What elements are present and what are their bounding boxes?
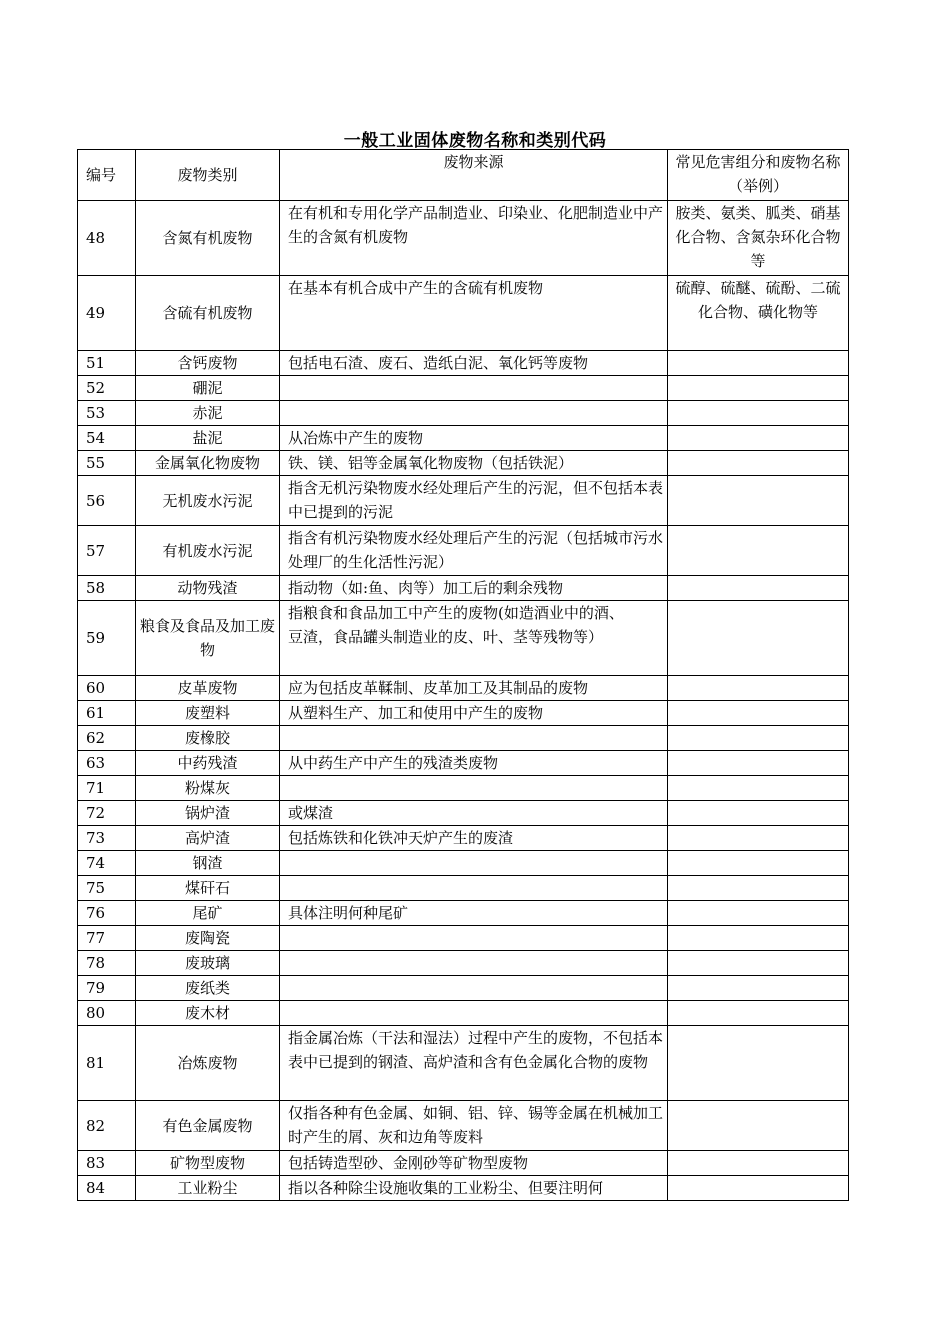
table-row <box>78 926 849 951</box>
table-row <box>78 951 849 976</box>
cell-category: 废纸类 <box>136 976 280 1001</box>
cell-source <box>280 876 668 901</box>
cell-hazard <box>668 401 849 426</box>
cell-hazard <box>668 1026 849 1101</box>
cell-number: 72 <box>78 801 136 826</box>
cell-number: 76 <box>78 901 136 926</box>
cell-category: 金属氧化物废物 <box>136 451 280 476</box>
cell-category: 含钙废物 <box>136 351 280 376</box>
table-row <box>78 801 849 826</box>
cell-number: 82 <box>78 1101 136 1151</box>
table-row <box>78 576 849 601</box>
cell-hazard <box>668 726 849 751</box>
header-source: 废物来源 <box>280 150 668 201</box>
cell-hazard <box>668 1151 849 1176</box>
cell-source: 指粮食和食品加工中产生的废物(如造酒业中的酒、 豆渣，食品罐头制造业的皮、叶、茎等残物等） <box>280 601 668 676</box>
table-row <box>78 426 849 451</box>
cell-hazard <box>668 926 849 951</box>
cell-category: 无机废水污泥 <box>136 476 280 526</box>
cell-number: 54 <box>78 426 136 451</box>
cell-number: 58 <box>78 576 136 601</box>
cell-hazard: 胺类、氨类、胍类、硝基化合物、含氮杂环化合物等 <box>668 201 849 276</box>
table-row <box>78 826 849 851</box>
table-row <box>78 976 849 1001</box>
cell-hazard <box>668 1001 849 1026</box>
cell-hazard <box>668 901 849 926</box>
cell-number: 77 <box>78 926 136 951</box>
cell-source: 具体注明何种尾矿 <box>280 901 668 926</box>
header-category: 废物类别 <box>136 150 280 201</box>
cell-hazard <box>668 826 849 851</box>
table-row <box>78 476 849 526</box>
header-hazard: 常见危害组分和废物名称（举例） <box>668 150 849 201</box>
cell-category: 粮食及食品及加工废物 <box>136 601 280 676</box>
cell-source <box>280 726 668 751</box>
cell-number: 48 <box>78 201 136 276</box>
table-row <box>78 1026 849 1101</box>
cell-category: 盐泥 <box>136 426 280 451</box>
table-row <box>78 376 849 401</box>
cell-number: 74 <box>78 851 136 876</box>
cell-category: 赤泥 <box>136 401 280 426</box>
table-row <box>78 901 849 926</box>
cell-number: 80 <box>78 1001 136 1026</box>
cell-source: 包括炼铁和化铁冲天炉产生的废渣 <box>280 826 668 851</box>
cell-category: 煤矸石 <box>136 876 280 901</box>
cell-category: 尾矿 <box>136 901 280 926</box>
cell-hazard <box>668 476 849 526</box>
cell-number: 51 <box>78 351 136 376</box>
cell-source: 指含有机污染物废水经处理后产生的污泥（包括城市污水处理厂的生化活性污泥） <box>280 526 668 576</box>
cell-number: 62 <box>78 726 136 751</box>
table-row <box>78 876 849 901</box>
cell-category: 废塑料 <box>136 701 280 726</box>
cell-source: 或煤渣 <box>280 801 668 826</box>
table-row <box>78 201 849 276</box>
cell-category: 废橡胶 <box>136 726 280 751</box>
cell-source <box>280 951 668 976</box>
cell-source <box>280 376 668 401</box>
cell-hazard <box>668 1176 849 1201</box>
cell-source: 从塑料生产、加工和使用中产生的废物 <box>280 701 668 726</box>
table-row <box>78 451 849 476</box>
cell-source <box>280 1001 668 1026</box>
table-row <box>78 751 849 776</box>
cell-number: 71 <box>78 776 136 801</box>
cell-category: 废陶瓷 <box>136 926 280 951</box>
cell-hazard <box>668 976 849 1001</box>
table-row <box>78 276 849 351</box>
cell-number: 56 <box>78 476 136 526</box>
cell-hazard <box>668 676 849 701</box>
cell-source: 在有机和专用化学产品制造业、印染业、化肥制造业中产生的含氮有机废物 <box>280 201 668 276</box>
cell-category: 废木材 <box>136 1001 280 1026</box>
cell-number: 81 <box>78 1026 136 1101</box>
cell-hazard <box>668 701 849 726</box>
cell-number: 63 <box>78 751 136 776</box>
cell-hazard <box>668 351 849 376</box>
cell-source: 铁、镁、铝等金属氧化物废物（包括铁泥） <box>280 451 668 476</box>
cell-number: 57 <box>78 526 136 576</box>
cell-source: 包括铸造型砂、金刚砂等矿物型废物 <box>280 1151 668 1176</box>
cell-source: 指含无机污染物废水经处理后产生的污泥，但不包括本表中已提到的污泥 <box>280 476 668 526</box>
cell-category: 粉煤灰 <box>136 776 280 801</box>
cell-number: 60 <box>78 676 136 701</box>
cell-hazard <box>668 851 849 876</box>
cell-number: 61 <box>78 701 136 726</box>
cell-hazard <box>668 801 849 826</box>
cell-source <box>280 976 668 1001</box>
cell-hazard <box>668 426 849 451</box>
cell-source: 指金属冶炼（干法和湿法）过程中产生的废物，不包括本表中已提到的钢渣、高炉渣和含有色金属化合物的废物 <box>280 1026 668 1101</box>
table-row <box>78 601 849 676</box>
cell-hazard <box>668 601 849 676</box>
page-title: 一般工业固体废物名称和类别代码 <box>343 131 607 151</box>
cell-category: 高炉渣 <box>136 826 280 851</box>
cell-category: 废玻璃 <box>136 951 280 976</box>
cell-category: 皮革废物 <box>136 676 280 701</box>
cell-category: 有色金属废物 <box>136 1101 280 1151</box>
cell-source <box>280 776 668 801</box>
cell-hazard <box>668 576 849 601</box>
cell-category: 硼泥 <box>136 376 280 401</box>
cell-source: 仅指各种有色金属、如铜、铝、锌、锡等金属在机械加工时产生的屑、灰和边角等废料 <box>280 1101 668 1151</box>
cell-source <box>280 926 668 951</box>
cell-source: 指动物（如:鱼、肉等）加工后的剩余残物 <box>280 576 668 601</box>
cell-number: 84 <box>78 1176 136 1201</box>
cell-number: 75 <box>78 876 136 901</box>
cell-hazard <box>668 951 849 976</box>
cell-category: 中药残渣 <box>136 751 280 776</box>
cell-hazard: 硫醇、硫醚、硫酚、二硫化合物、磺化物等 <box>668 276 849 351</box>
table-row <box>78 1151 849 1176</box>
cell-source <box>280 851 668 876</box>
cell-category: 有机废水污泥 <box>136 526 280 576</box>
cell-category: 锅炉渣 <box>136 801 280 826</box>
cell-number: 83 <box>78 1151 136 1176</box>
waste-code-table <box>77 149 849 1201</box>
table-row <box>78 701 849 726</box>
table-row <box>78 1176 849 1201</box>
cell-hazard <box>668 376 849 401</box>
table-row <box>78 676 849 701</box>
cell-number: 53 <box>78 401 136 426</box>
cell-number: 73 <box>78 826 136 851</box>
cell-number: 79 <box>78 976 136 1001</box>
cell-hazard <box>668 751 849 776</box>
table-row <box>78 726 849 751</box>
cell-category: 含氮有机废物 <box>136 201 280 276</box>
cell-category: 工业粉尘 <box>136 1176 280 1201</box>
cell-source: 指以各种除尘设施收集的工业粉尘、但要注明何 <box>280 1176 668 1201</box>
cell-hazard <box>668 526 849 576</box>
table-row <box>78 526 849 576</box>
header-number: 编号 <box>78 150 136 201</box>
cell-hazard <box>668 776 849 801</box>
cell-source: 在基本有机合成中产生的含硫有机废物 <box>280 276 668 351</box>
cell-category: 动物残渣 <box>136 576 280 601</box>
table-row <box>78 401 849 426</box>
cell-number: 55 <box>78 451 136 476</box>
cell-hazard <box>668 451 849 476</box>
table-row <box>78 1001 849 1026</box>
cell-source: 应为包括皮革鞣制、皮革加工及其制品的废物 <box>280 676 668 701</box>
cell-source: 包括电石渣、废石、造纸白泥、氧化钙等废物 <box>280 351 668 376</box>
cell-number: 59 <box>78 601 136 676</box>
cell-hazard <box>668 1101 849 1151</box>
cell-number: 78 <box>78 951 136 976</box>
table-row <box>78 351 849 376</box>
table-header-row <box>78 150 849 201</box>
cell-category: 钢渣 <box>136 851 280 876</box>
cell-source <box>280 401 668 426</box>
table-row <box>78 776 849 801</box>
table-row <box>78 1101 849 1151</box>
cell-category: 矿物型废物 <box>136 1151 280 1176</box>
cell-category: 含硫有机废物 <box>136 276 280 351</box>
cell-number: 49 <box>78 276 136 351</box>
cell-number: 52 <box>78 376 136 401</box>
table-row <box>78 851 849 876</box>
cell-hazard <box>668 876 849 901</box>
cell-source: 从中药生产中产生的残渣类废物 <box>280 751 668 776</box>
cell-category: 冶炼废物 <box>136 1026 280 1101</box>
cell-source: 从冶炼中产生的废物 <box>280 426 668 451</box>
